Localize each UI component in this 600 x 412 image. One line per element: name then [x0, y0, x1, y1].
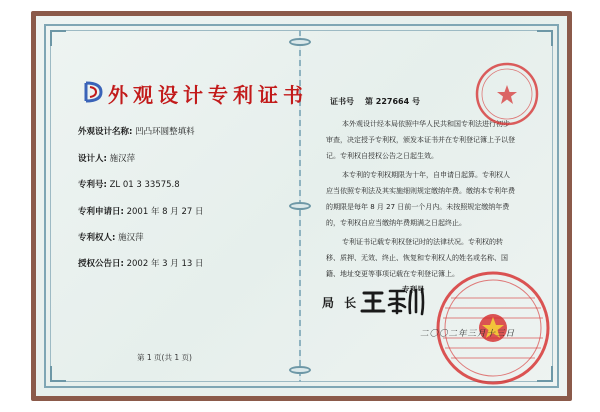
- certificate-body: [326, 116, 516, 285]
- field-value: 凹凸环圆整填料: [135, 127, 195, 137]
- fold-ornament: [289, 366, 311, 374]
- field-label: 设计人:: [78, 154, 107, 164]
- field-value: 2002 年 3 月 13 日: [126, 259, 204, 269]
- field-label: 专利权人:: [78, 233, 116, 243]
- patentee-field: [78, 231, 144, 243]
- field-label: 外观设计名称:: [78, 127, 133, 137]
- corner-ornament: [50, 366, 66, 382]
- cert-number: 第 227664 号: [365, 97, 420, 106]
- field-label: 授权公告日:: [78, 259, 124, 269]
- application-date-field: [78, 205, 203, 217]
- director-label: 局 长: [322, 296, 360, 310]
- grant-date-field: [78, 257, 203, 269]
- page-number: 第 1 页(共 1 页): [137, 353, 192, 362]
- fold-ornament: [289, 202, 311, 210]
- body-paragraph: 本专利的专利权期限为十年，自申请日起算。专利权人应当依照专利法及其实施细则规定缴纳年费。缴纳本专利年费的期限是每年 8 月 27 日前一个月内。未按照规定缴纳年费的，专利权自应当缴纳年费期满之日起终止。: [326, 171, 515, 227]
- cert-number-label: 证书号: [330, 97, 354, 106]
- design-name-field: [78, 125, 195, 137]
- field-label: 专利号:: [78, 180, 107, 190]
- patent-register-label: 专利号: [402, 285, 425, 294]
- fold-ornament: [289, 38, 311, 46]
- body-paragraph: 本外观设计经本局依照中华人民共和国专利法进行初步审查，决定授予专利权，颁发本证书并在专利登记簿上予以登记。专利权自授权公告之日起生效。: [326, 120, 515, 160]
- body-paragraph: 专利证书记载专利权登记时的法律状况。专利权的转移、质押、无效、终止、恢复和专利权人的姓名或名称、国籍、地址变更等事项记载在专利登记簿上。: [326, 238, 508, 278]
- field-value: 施汉萍: [109, 154, 136, 164]
- patent-number-field: [78, 178, 180, 190]
- field-value: ZL 01 3 33575.8: [109, 180, 180, 190]
- field-value: 施汉萍: [118, 233, 144, 243]
- certificate-title: 外观设计专利证书: [108, 83, 308, 107]
- designer-field: [78, 152, 135, 164]
- director-signature: [358, 285, 428, 317]
- patent-office-logo: [83, 80, 105, 104]
- issue-date: 二〇〇二年三月十三日: [420, 329, 516, 339]
- corner-ornament: [537, 30, 553, 46]
- office-seal-small: [474, 61, 540, 127]
- corner-ornament: [50, 30, 66, 46]
- field-value: 2001 年 8 月 27 日: [126, 207, 204, 217]
- field-label: 专利申请日:: [78, 207, 124, 217]
